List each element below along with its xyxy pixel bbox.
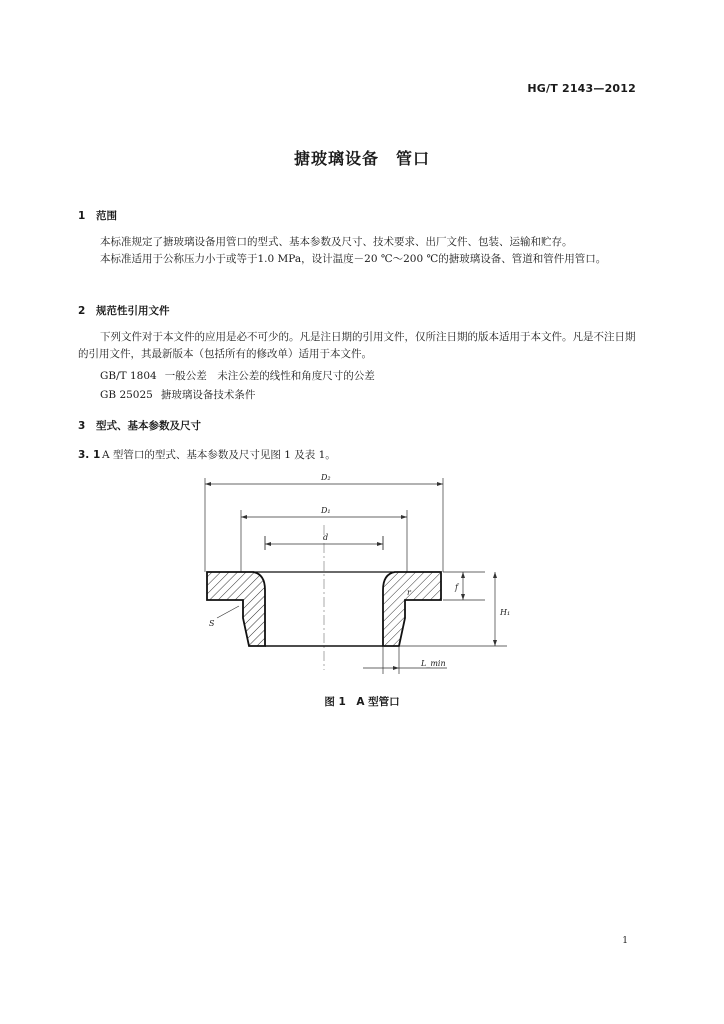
section-number: 1: [78, 210, 86, 222]
label-lmin: L_min: [421, 659, 446, 668]
arrow-head: [461, 572, 465, 578]
section-title: 型式、基本参数及尺寸: [96, 420, 201, 432]
label-f: f: [455, 583, 458, 592]
standard-code: HG/T 2143—2012: [527, 82, 636, 95]
reference-title: 搪玻璃设备技术条件: [160, 389, 256, 401]
clause-number: 3. 1: [78, 449, 101, 461]
section-2-body: [78, 329, 638, 363]
section-number: 2: [78, 305, 86, 317]
reference-code: GB/T 1804: [100, 370, 157, 382]
label-h1: H₁: [500, 608, 511, 617]
arrow-head: [393, 666, 399, 670]
section-title: 规范性引用文件: [96, 305, 170, 317]
arrow-head: [241, 515, 247, 519]
label-s: S: [209, 619, 215, 628]
left-wall-section: [207, 572, 265, 646]
arrow-head: [377, 542, 383, 546]
s-leader-line: [217, 606, 239, 618]
label-d: d: [323, 533, 329, 542]
section-1-heading: [78, 208, 117, 223]
section-number: 3: [78, 420, 86, 432]
arrow-head: [401, 515, 407, 519]
label-d1: D₁: [321, 506, 331, 515]
nozzle-drawing: [195, 470, 515, 682]
reference-item: [100, 368, 383, 383]
section-1-body: [78, 234, 638, 268]
arrow-head: [493, 572, 497, 578]
figure-caption: 图 1 A 型管口: [324, 696, 400, 708]
reference-item: [100, 387, 263, 402]
document-title: 搪玻璃设备 管口: [293, 149, 430, 168]
clause-3-1: [78, 447, 336, 462]
section-title: 范围: [96, 210, 117, 222]
paragraph: 本标准适用于公称压力小于或等于1.0 MPa，设计温度－20 ℃～200 ℃的搪玻璃设备、管道和管件用管口。: [100, 253, 607, 265]
page-number: 1: [622, 936, 628, 946]
reference-title: 一般公差 未注公差的线性和角度尺寸的公差: [164, 370, 375, 382]
arrow-head: [205, 482, 211, 486]
right-wall-section: [383, 572, 441, 646]
arrow-head: [461, 594, 465, 600]
section-2-heading: [78, 303, 170, 318]
clause-text: A 型管口的型式、基本参数及尺寸见图 1 及表 1。: [102, 449, 336, 461]
reference-code: GB 25025: [100, 389, 153, 401]
label-d2: D₂: [321, 473, 331, 482]
arrow-head: [493, 640, 497, 646]
arrow-head: [437, 482, 443, 486]
paragraph: 本标准规定了搪玻璃设备用管口的型式、基本参数及尺寸、技术要求、出厂文件、包装、运输和贮存。: [100, 236, 573, 248]
label-r: r: [407, 588, 411, 597]
arrow-head: [265, 542, 271, 546]
paragraph: 下列文件对于本文件的应用是必不可少的。凡是注日期的引用文件，仅所注日期的版本适用于本文件。凡是不注日期的引用文件，其最新版本（包括所有的修改单）适用于本文件。: [78, 331, 636, 360]
section-3-heading: [78, 418, 201, 433]
